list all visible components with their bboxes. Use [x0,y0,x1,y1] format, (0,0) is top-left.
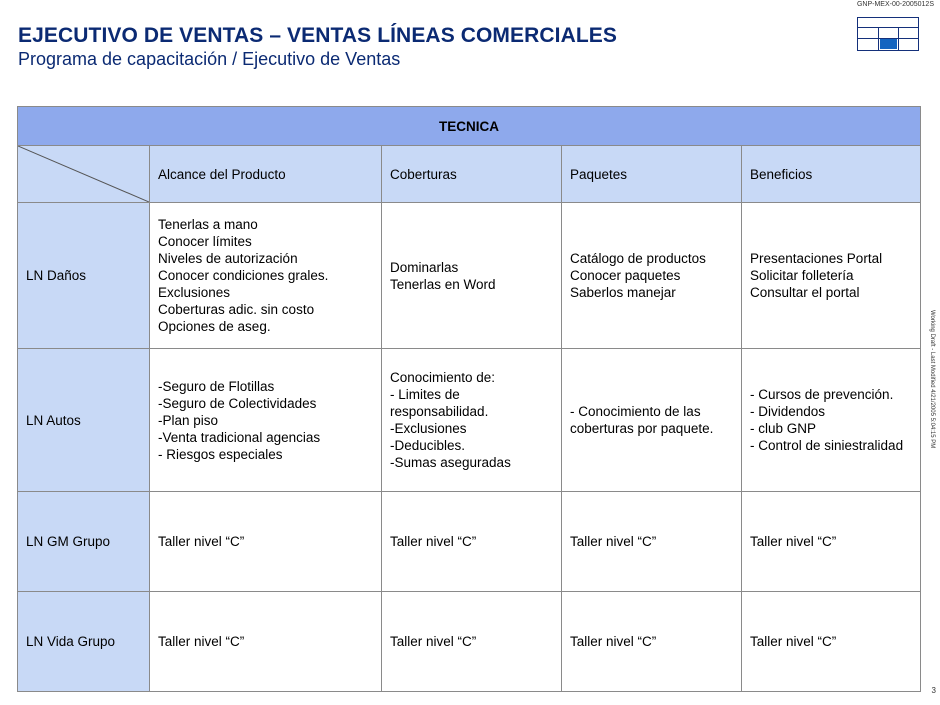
table-cell [742,349,921,492]
page-title: EJECUTIVO DE VENTAS – VENTAS LÍNEAS COMERCIALES [18,24,618,47]
table-cell [382,349,562,492]
table-cell [150,349,382,492]
grid-logo-icon [857,17,919,51]
cell-line: Catálogo de productos [570,251,706,266]
cell-line: Taller nivel “C” [750,634,837,649]
row-label: LN Daños [18,203,150,349]
cell-line: Taller nivel “C” [570,634,657,649]
cell-line: -Plan piso [158,412,219,428]
cell-line: Exclusiones [158,285,231,300]
cell-line: - Limites de responsabilidad. [390,387,489,419]
cell-line: Saberlos manejar [570,285,676,300]
cell-line: - Conocimiento de las coberturas por paquete. [570,404,714,436]
corner-cell [18,146,150,203]
document-code: GNP-MEX-00-2005012S [856,1,934,8]
cell-line: - club GNP [750,421,817,436]
cell-line: Consultar el portal [750,285,860,300]
cell-line: Opciones de aseg. [158,319,271,334]
cell-line: -Deducibles. [390,438,466,453]
cell-line: Conocer paquetes [570,268,681,283]
table-cell [562,349,742,492]
cell-line: Conocer límites [158,234,252,249]
table-cell [150,492,382,592]
cell-line: Conocer condiciones grales. [158,268,329,283]
cell-line: Tenerlas a mano [158,217,258,232]
cell-line: Conocimiento de: [390,370,496,385]
training-table [17,106,921,692]
table-cell [562,203,742,349]
page-subtitle: Programa de capacitación / Ejecutivo de Ventas [18,49,401,69]
table-cell [150,592,382,692]
cell-line: Tenerlas en Word [390,276,496,292]
cell-line: Dominarlas [390,259,459,275]
diagonal-line-icon [18,146,149,202]
table-cell [382,203,562,349]
table-cell [562,492,742,592]
cell-line: -Sumas aseguradas [390,455,511,470]
cell-line: Taller nivel “C” [390,634,477,649]
cell-line: - Riesgos especiales [158,446,283,462]
table-cell [742,492,921,592]
row-label: LN Autos [18,349,150,492]
table-cell [742,203,921,349]
table-cell [742,592,921,692]
cell-line: -Seguro de Flotillas [158,378,275,394]
cell-line: - Control de siniestralidad [750,438,904,453]
cell-line: Presentaciones Portal [750,251,883,266]
cell-line: - Cursos de prevención. [750,387,894,402]
column-header: Paquetes [562,146,742,203]
cell-line: Taller nivel “C” [750,534,837,549]
cell-line: Taller nivel “C” [390,534,477,549]
cell-line: Coberturas adic. sin costo [158,302,315,317]
cell-line: -Exclusiones [390,421,467,436]
cell-line: Taller nivel “C” [158,534,245,549]
table-cell [382,492,562,592]
section-header: TECNICA [18,107,921,146]
table-cell [562,592,742,692]
page-number: 3 [931,686,936,695]
cell-line: -Seguro de Colectividades [158,395,317,411]
cell-line: - Dividendos [750,404,826,419]
cell-line: Solicitar folletería [750,268,854,283]
row-label: LN GM Grupo [18,492,150,592]
cell-line: Taller nivel “C” [570,534,657,549]
side-note: Working Draft - Last Modified 4/21/2005 5:04:15 PM [929,310,935,449]
cell-line: -Venta tradicional agencias [158,429,321,445]
table-cell [382,592,562,692]
cell-line: Taller nivel “C” [158,634,245,649]
cell-line: Niveles de autorización [158,251,298,266]
column-header: Coberturas [382,146,562,203]
column-header: Beneficios [742,146,921,203]
row-label: LN Vida Grupo [18,592,150,692]
table-cell [150,203,382,349]
column-header: Alcance del Producto [150,146,382,203]
